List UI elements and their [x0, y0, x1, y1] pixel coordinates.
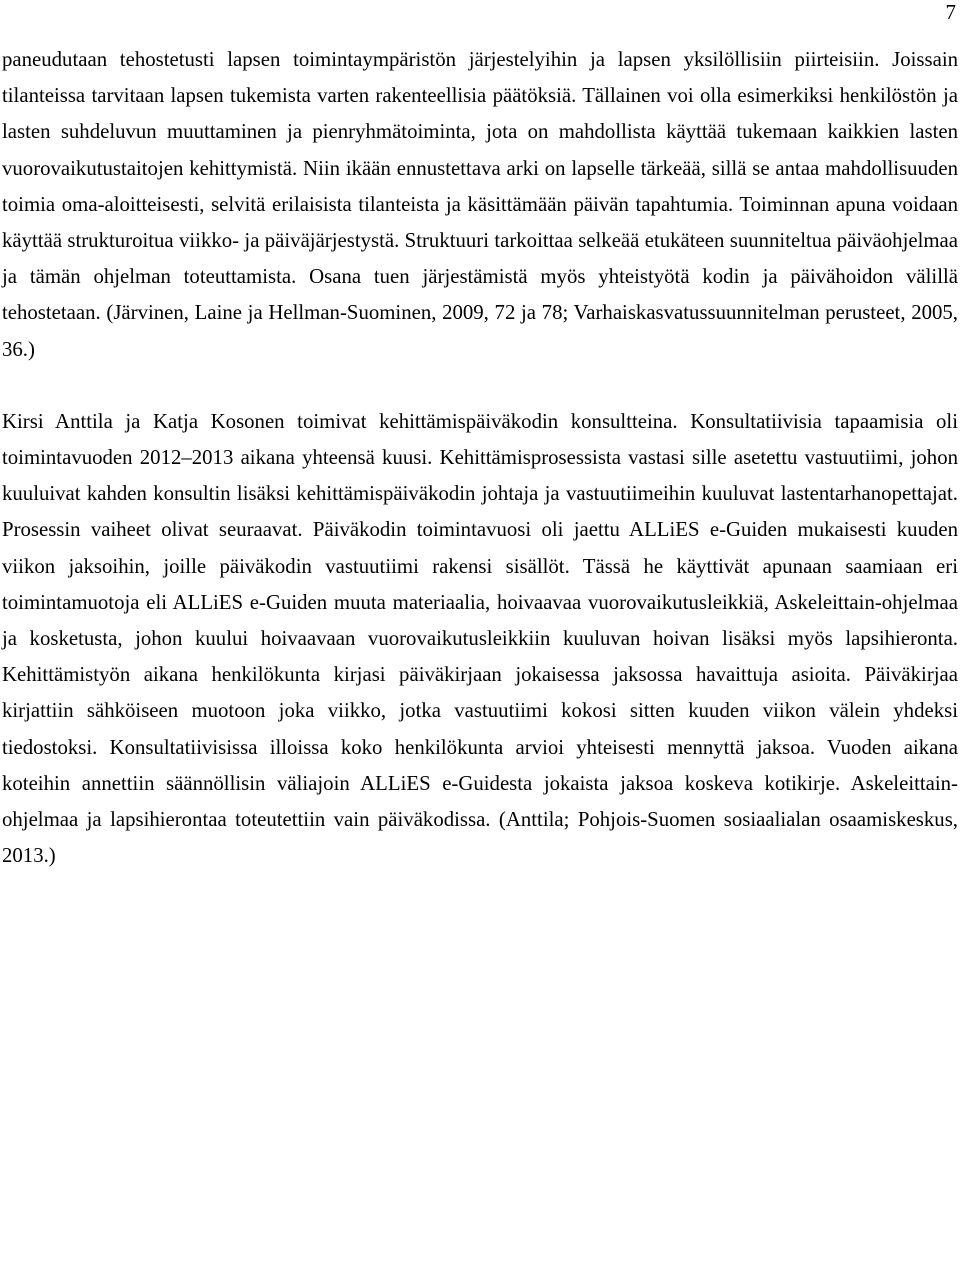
paragraph-support-structures: paneudutaan tehostetusti lapsen toimintaympäristön järjestelyihin ja lapsen yksilöllisiin piirteisiin. Joissain tilanteissa tarvitaan lapsen tukemista varten rakenteellisia päätöksiä. Tällainen voi olla esimerkiksi henkilöstön ja lasten suhdeluvun muuttaminen ja pienryhmätoiminta, jota on mahdollista käyttää tukemaan kaikkien lasten vuorovaikutustaitojen kehittymistä. Niin ikään ennustettava arki on lapselle tärkeää, sillä se antaa mahdollisuuden toimia oma-aloitteisesti, selvitä erilaisista tilanteista ja käsittämään päivän tapahtumia. Toiminnan apuna voidaan käyttää strukturoitua viikko- ja päiväjärjestystä. Struktuuri tarkoittaa selkeää etukäteen suunniteltua päiväohjelmaa ja tämän ohjelman toteuttamista. Osana tuen järjestämistä myös yhteistyötä kodin ja päivähoidon välillä tehostetaan. (Järvinen, Laine ja Hellman-Suominen, 2009, 72 ja 78; Varhaiskasvatussuunnitelman perusteet, 2005, 36.): [2, 48, 958, 361]
paragraph-development-process: Kirsi Anttila ja Katja Kosonen toimivat kehittämispäiväkodin konsultteina. Konsultatiivisia tapaamisia oli toimintavuoden 2012–2013 aikana yhteensä kuusi. Kehittämisprosessista vastasi sille asetettu vastuutiimi, johon kuuluivat kahden konsultin lisäksi kehittämispäiväkodin johtaja ja vastuutiimeihin kuuluvat lastentarhanopettajat. Prosessin vaiheet olivat seuraavat. Päiväkodin toimintavuosi oli jaettu ALLiES e-Guiden mukaisesti kuuden viikon jaksoihin, joille päiväkodin vastuutiimi rakensi sisällöt. Tässä he käyttivät apunaan saamiaan eri toimintamuotoja eli ALLiES e-Guiden muuta materiaalia, hoivaavaa vuorovaikutusleikkiä, Askeleittain-ohjelmaa ja kosketusta, johon kuului hoivaavaan vuorovaikutusleikkiin kuuluvan hoivan lisäksi myös lapsihieronta. Kehittämistyön aikana henkilökunta kirjasi päiväkirjaan jokaisessa jaksossa havaittuja asioita. Päiväkirjaa kirjattiin sähköiseen muotoon joka viikko, jotka vastuutiimi kokosi sitten kuuden viikon välein yhdeksi tiedostoksi. Konsultatiivisissa illoissa koko henkilökunta arvioi yhteisesti mennyttä jaksoa. Vuoden aikana koteihin annettiin säännöllisin väliajoin ALLiES e-Guidesta jokaista jaksoa koskeva kotikirje. Askeleittain-ohjelmaa ja lapsihierontaa toteutettiin vain päiväkodissa. (Anttila; Pohjois-Suomen sosiaalialan osaamiskeskus, 2013.): [2, 409, 958, 868]
page-number: 7: [945, 0, 956, 24]
body-text: [2, 42, 958, 874]
